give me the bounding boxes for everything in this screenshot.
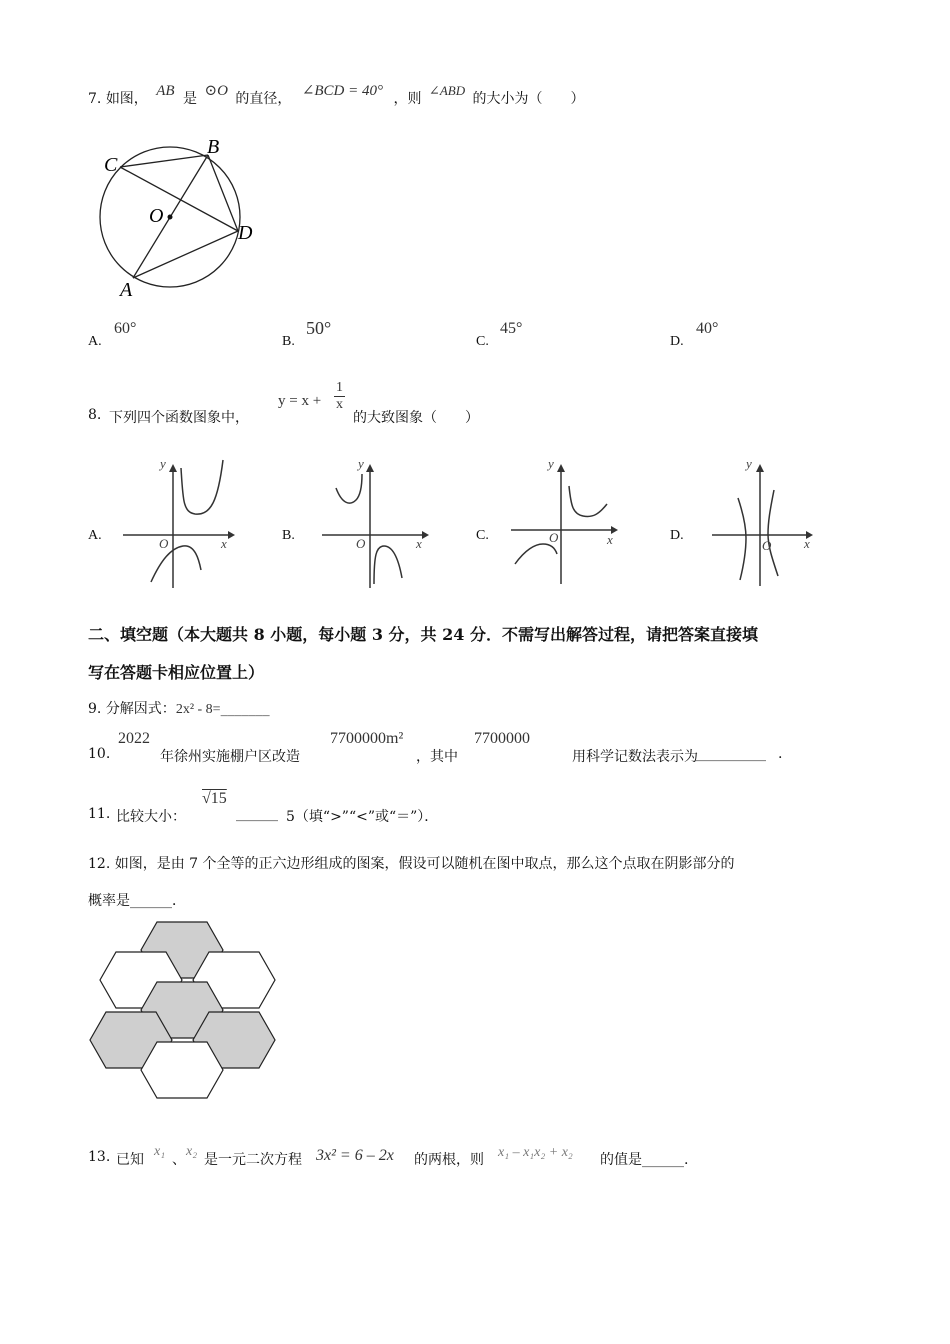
label-o: O [149,205,164,227]
q8-frac-den: x [336,397,343,412]
q10-end: . [778,746,783,762]
chord-bd [208,155,238,231]
q10-text2: ，其中 [416,749,458,765]
axis-origin: O [762,538,772,553]
q9 [88,698,270,718]
option-value: 45° [500,320,523,337]
q13-x1: x₁ [154,1144,166,1159]
q10-year: 2022 [118,730,150,747]
q10-blank[interactable]: __________ [696,746,766,762]
q9-number: 9. [88,701,102,717]
axis-y: y [358,456,364,471]
q7-angle-abd: ∠ABD [428,83,466,98]
option-letter: C. [476,334,489,349]
option-letter: A. [88,528,102,543]
q7-stem [88,83,585,108]
q10-text1: 年徐州实施棚户区改造 [160,749,300,765]
q8-suffix: 的大致图象（ ） [353,410,479,426]
q8-fraction [334,380,345,413]
axis-y: y [160,456,166,471]
q11-rest: 5（填“>”“<”或“＝”）． [286,809,439,825]
q9-text: 分解因式： [105,701,176,717]
q13-text2: 是一元二次方程 [204,1152,302,1168]
label-a: A [120,279,133,301]
q11-number: 11. [88,806,111,822]
q8-option-a[interactable] [88,456,258,590]
label-b: B [207,136,220,158]
option-letter: B. [282,334,295,349]
q12-line1 [88,853,735,873]
q7-is: 是 [183,91,198,107]
graph-a [123,456,243,590]
q8-option-d[interactable] [670,456,840,590]
q8-formula-lhs: y = x + [278,393,322,409]
q12-number: 12. [88,856,111,872]
q7-then: ，则 [393,91,422,107]
q9-expr: 2x² - 8= [175,702,221,717]
option-letter: D. [670,334,684,349]
chord-ad [133,231,238,278]
q10-num: 7700000 [474,730,530,747]
q11-text: 比较大小： [116,809,186,825]
q7-circle-figure [95,135,265,305]
q13-text3: 的两根，则 [414,1152,484,1168]
q13-x2: x₂ [186,1144,198,1159]
q7-suffix: 的大小为（ ） [472,91,585,107]
axis-y: y [548,456,554,471]
hex-bottom [141,1042,223,1098]
q13-expr: x₁ – x₁x₂ + x₂ [498,1145,573,1160]
q8-option-b[interactable] [282,456,452,590]
axis-origin: O [356,536,366,551]
graph-b [322,456,442,590]
hexagon-pattern [100,920,280,1105]
section2-line2: 写在答题卡相应位置上） [88,663,265,682]
q10-area: 7700000m² [330,730,404,747]
axis-x: x [221,536,227,551]
q8-number: 8. [88,407,102,423]
q9-blank[interactable]: _______ [220,701,270,717]
q7-circle-o: ⊙O [204,83,228,99]
graph-d [710,456,830,590]
axis-x: x [804,536,810,551]
q10-text3: 用科学记数法表示为 [572,749,698,765]
q7-text-prefix: 如图， [105,91,148,107]
q13-equation: 3x² = 6 – 2x [316,1147,394,1164]
axis-y: y [746,456,752,471]
q11-sqrt: √15 [202,790,227,807]
q13-text1: 已知 [116,1152,144,1168]
q10-number: 10. [88,746,111,762]
axis-origin: O [159,536,169,551]
option-letter: B. [282,528,295,543]
axis-origin: O [549,530,559,545]
q7-diameter-text: 的直径， [235,91,292,107]
q13-number: 13. [88,1149,111,1165]
option-letter: A. [88,334,102,349]
label-c: C [104,154,118,176]
label-d: D [238,222,253,244]
graph-c [511,456,631,590]
q8-option-c[interactable] [476,456,646,590]
chord-cd [120,167,238,231]
option-letter: C. [476,528,489,543]
option-letter: D. [670,528,684,543]
q7-number: 7. [88,91,102,107]
axis-x: x [607,532,613,547]
q7-ab: AB [156,83,175,99]
q8-text-prefix: 下列四个函数图象中， [109,410,249,426]
q8-frac-num: 1 [336,380,343,395]
q12-line2: 概率是______． [88,893,186,909]
option-value: 60° [114,320,137,337]
q7-angle-bcd: ∠BCD = 40° [301,83,384,99]
center-point [168,215,173,220]
q13-text4: 的值是______. [600,1152,689,1168]
option-value: 40° [696,320,719,337]
section2-line1: 二、填空题（本大题共 8 小题，每小题 3 分，共 24 分．不需写出解答过程，请把答案直接填 [88,625,758,644]
axis-x: x [416,536,422,551]
q13-sep: 、 [172,1152,186,1168]
option-value: 50° [306,318,332,338]
q12-text1: 如图，是由 7 个全等的正六边形组成的图案，假设可以随机在图中取点，那么这个点取在阴影部分的 [114,856,735,872]
q11-blank[interactable]: ______ [236,806,278,822]
